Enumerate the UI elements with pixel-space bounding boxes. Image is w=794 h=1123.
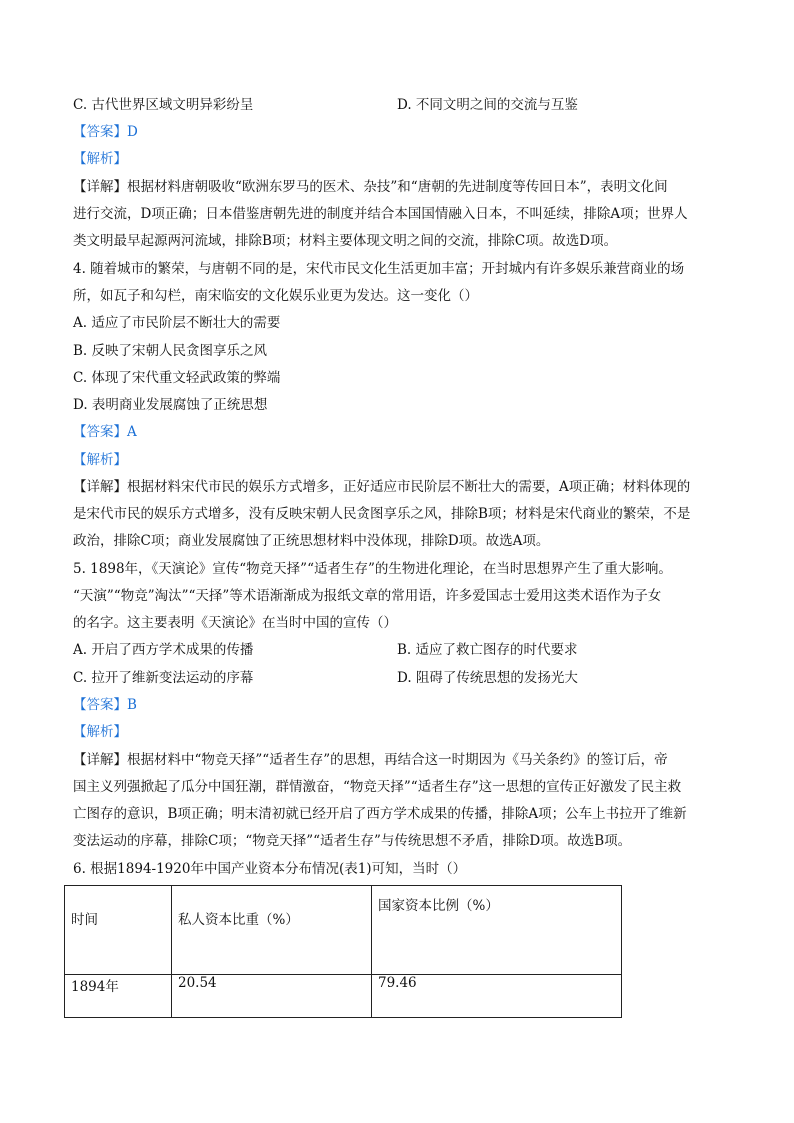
q5-option-b: B. 适应了救亡图存的时代要求 xyxy=(397,642,578,658)
table-header-cell: 国家资本比例（%） xyxy=(372,886,622,975)
q4-stem-line: 所，如瓦子和勾栏，南宋临安的文化娱乐业更为发达。这一变化（） xyxy=(73,288,478,304)
q4-detail-line: 【详解】根据材料宋代市民的娱乐方式增多，正好适应市民阶层不断壮大的需要，A项正确；材料体现的 xyxy=(73,479,691,495)
q3-answer: 【答案】D xyxy=(73,124,138,140)
table-header-cell: 时间 xyxy=(65,886,172,975)
q5-detail-line: 变法运动的序幕，排除C项；“物竞天择”“适者生存”与传统思想不矛盾，排除D项。故选B项。 xyxy=(73,833,632,849)
q5-option-d: D. 阻碍了传统思想的发扬光大 xyxy=(397,670,578,686)
q5-detail-line: 亡图存的意识，B项正确；明末清初就已经开启了西方学术成果的传播，排除A项；公车上书拉开了维新 xyxy=(73,806,687,822)
table-cell: 20.54 xyxy=(172,975,372,1018)
q5-answer: 【答案】B xyxy=(73,697,137,713)
q4-detail-line: 政治，排除C项；商业发展腐蚀了正统思想材料中没体现，排除D项。故选A项。 xyxy=(73,533,550,549)
q5-analysis-label: 【解析】 xyxy=(73,724,127,740)
q3-option-c: C. 古代世界区域文明异彩纷呈 xyxy=(73,97,254,113)
q5-stem-line: “天演”“物竞”淘汰”“天择”等术语渐渐成为报纸文章的常用语，许多爱国志士爱用这类术语作为子女 xyxy=(73,588,662,604)
q4-stem-line: 4. 随着城市的繁荣，与唐朝不同的是，宋代市民文化生活更加丰富；开封城内有许多娱乐兼营商业的场 xyxy=(73,261,685,277)
q4-analysis-label: 【解析】 xyxy=(73,452,127,468)
q5-stem-line: 的名字。这主要表明《天演论》在当时中国的宣传（） xyxy=(73,615,397,631)
table-header-row xyxy=(65,886,622,975)
q5-option-c: C. 拉开了维新变法运动的序幕 xyxy=(73,670,254,686)
q3-detail-line: 类文明最早起源两河流域，排除B项；材料主要体现文明之间的交流，排除C项。故选D项。 xyxy=(73,233,618,249)
q3-detail-line: 【详解】根据材料唐朝吸收“欧洲东罗马的医术、杂技”和“唐朝的先进制度等传回日本”，表明文化间 xyxy=(73,179,668,195)
q4-answer: 【答案】A xyxy=(73,424,137,440)
q4-option-c: C. 体现了宋代重文轻武政策的弊端 xyxy=(73,370,281,386)
q3-detail-line: 进行交流，D项正确；日本借鉴唐朝先进的制度并结合本国国情融入日本，不叫延续，排除A项；世界人 xyxy=(73,206,688,222)
q4-option-b: B. 反映了宋朝人民贪图享乐之风 xyxy=(73,343,268,359)
q4-option-d: D. 表明商业发展腐蚀了正统思想 xyxy=(73,397,268,413)
q5-detail-line: 国主义列强掀起了瓜分中国狂潮，群情激奋，“物竞天择”“适者生存”这一思想的宣传正好激发了民主救 xyxy=(73,779,682,795)
q5-detail-line: 【详解】根据材料中“物竞天择”“适者生存”的思想，再结合这一时期因为《马关条约》的签订后，帝 xyxy=(73,752,668,768)
table-row xyxy=(65,975,622,1018)
capital-distribution-table xyxy=(64,885,622,1018)
q5-stem-line: 5. 1898年，《天演论》宣传“物竞天择”“适者生存”的生物进化理论，在当时思想界产生了重大影响。 xyxy=(73,561,672,577)
q3-analysis-label: 【解析】 xyxy=(73,151,127,167)
q4-detail-line: 是宋代市民的娱乐方式增多，没有反映宋朝人民贪图享乐之风，排除B项；材料是宋代商业的繁荣，不是 xyxy=(73,506,691,522)
q3-option-d: D. 不同文明之间的交流与互鉴 xyxy=(397,97,578,113)
table-header-cell: 私人资本比重（%） xyxy=(172,886,372,975)
table-cell: 1894年 xyxy=(65,975,172,1018)
q5-option-a: A. 开启了西方学术成果的传播 xyxy=(73,642,254,658)
table-cell: 79.46 xyxy=(372,975,622,1018)
q6-stem: 6. 根据1894-1920年中国产业资本分布情况(表1)可知，当时（） xyxy=(73,861,467,877)
q4-option-a: A. 适应了市民阶层不断壮大的需要 xyxy=(73,315,281,331)
